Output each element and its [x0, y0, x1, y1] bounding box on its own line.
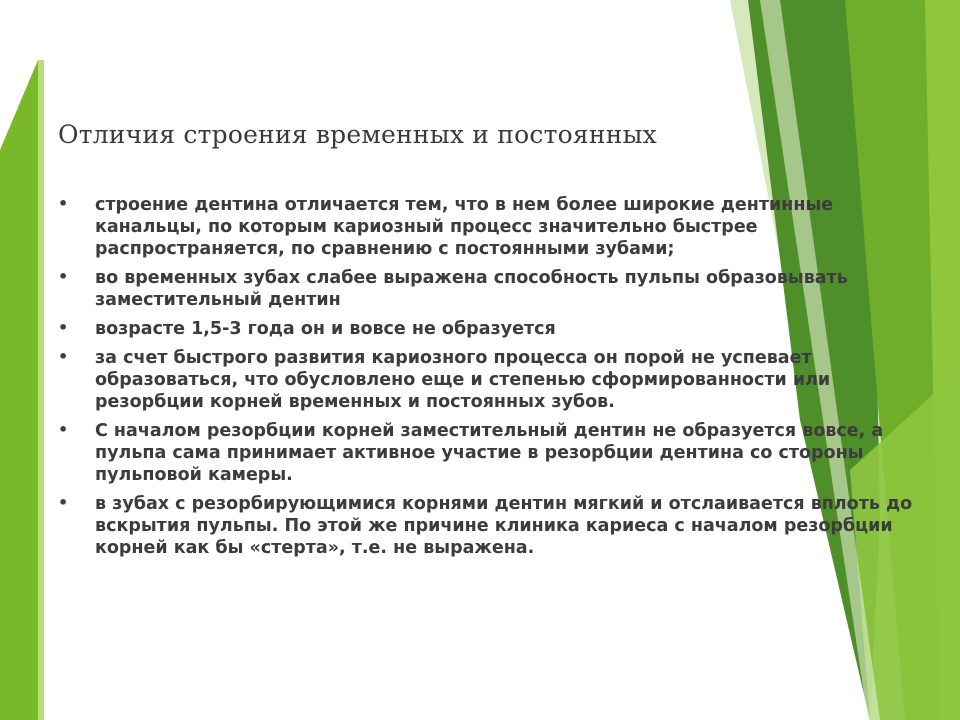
bullet-text: во временных зубах слабее выражена способность пульпы образовывать заместительный дентин: [95, 268, 848, 310]
list-item: [58, 347, 918, 413]
left-green-bar-edge: [38, 60, 44, 720]
bullet-marker: •: [58, 318, 69, 337]
list-item: [58, 318, 918, 340]
bullet-text: за счет быстрого развития кариозного процесса он порой не успевает образоваться, что обусловлено еще и степенью сформированности или резорбции корней временных и постоянных зубов.: [95, 348, 831, 412]
bullet-marker: •: [58, 347, 69, 366]
bullet-text: строение дентина отличается тем, что в нем более широкие дентинные канальцы, по которым кариозный процесс значительно быстрее распространяется, по сравнению с постоянными зубами;: [95, 195, 834, 259]
bullet-marker: •: [58, 267, 69, 286]
slide-title: Отличия строения временных и постоянных: [58, 120, 657, 149]
list-item: [58, 493, 918, 559]
list-item: [58, 420, 918, 486]
bullet-text: возрасте 1,5-3 года он и вовсе не образуется: [95, 319, 556, 339]
bullet-marker: •: [58, 493, 69, 512]
bullet-list: [58, 194, 918, 566]
bullet-marker: •: [58, 194, 69, 213]
list-item: [58, 194, 918, 260]
bullet-marker: •: [58, 420, 69, 439]
bullet-text: С началом резорбции корней заместительный дентин не образуется вовсе, а пульпа сама принимает активное участие в резорбции дентина со стороны пульповой камеры.: [95, 421, 884, 485]
bullet-text: в зубах с резорбирующимися корнями дентин мягкий и отслаивается вплоть до вскрытия пульпы. По этой же причине клиника кариеса с началом резорбции корней как бы «стерта», т.е. не выражена.: [95, 494, 913, 558]
list-item: [58, 267, 918, 311]
left-green-bar: [0, 60, 38, 720]
